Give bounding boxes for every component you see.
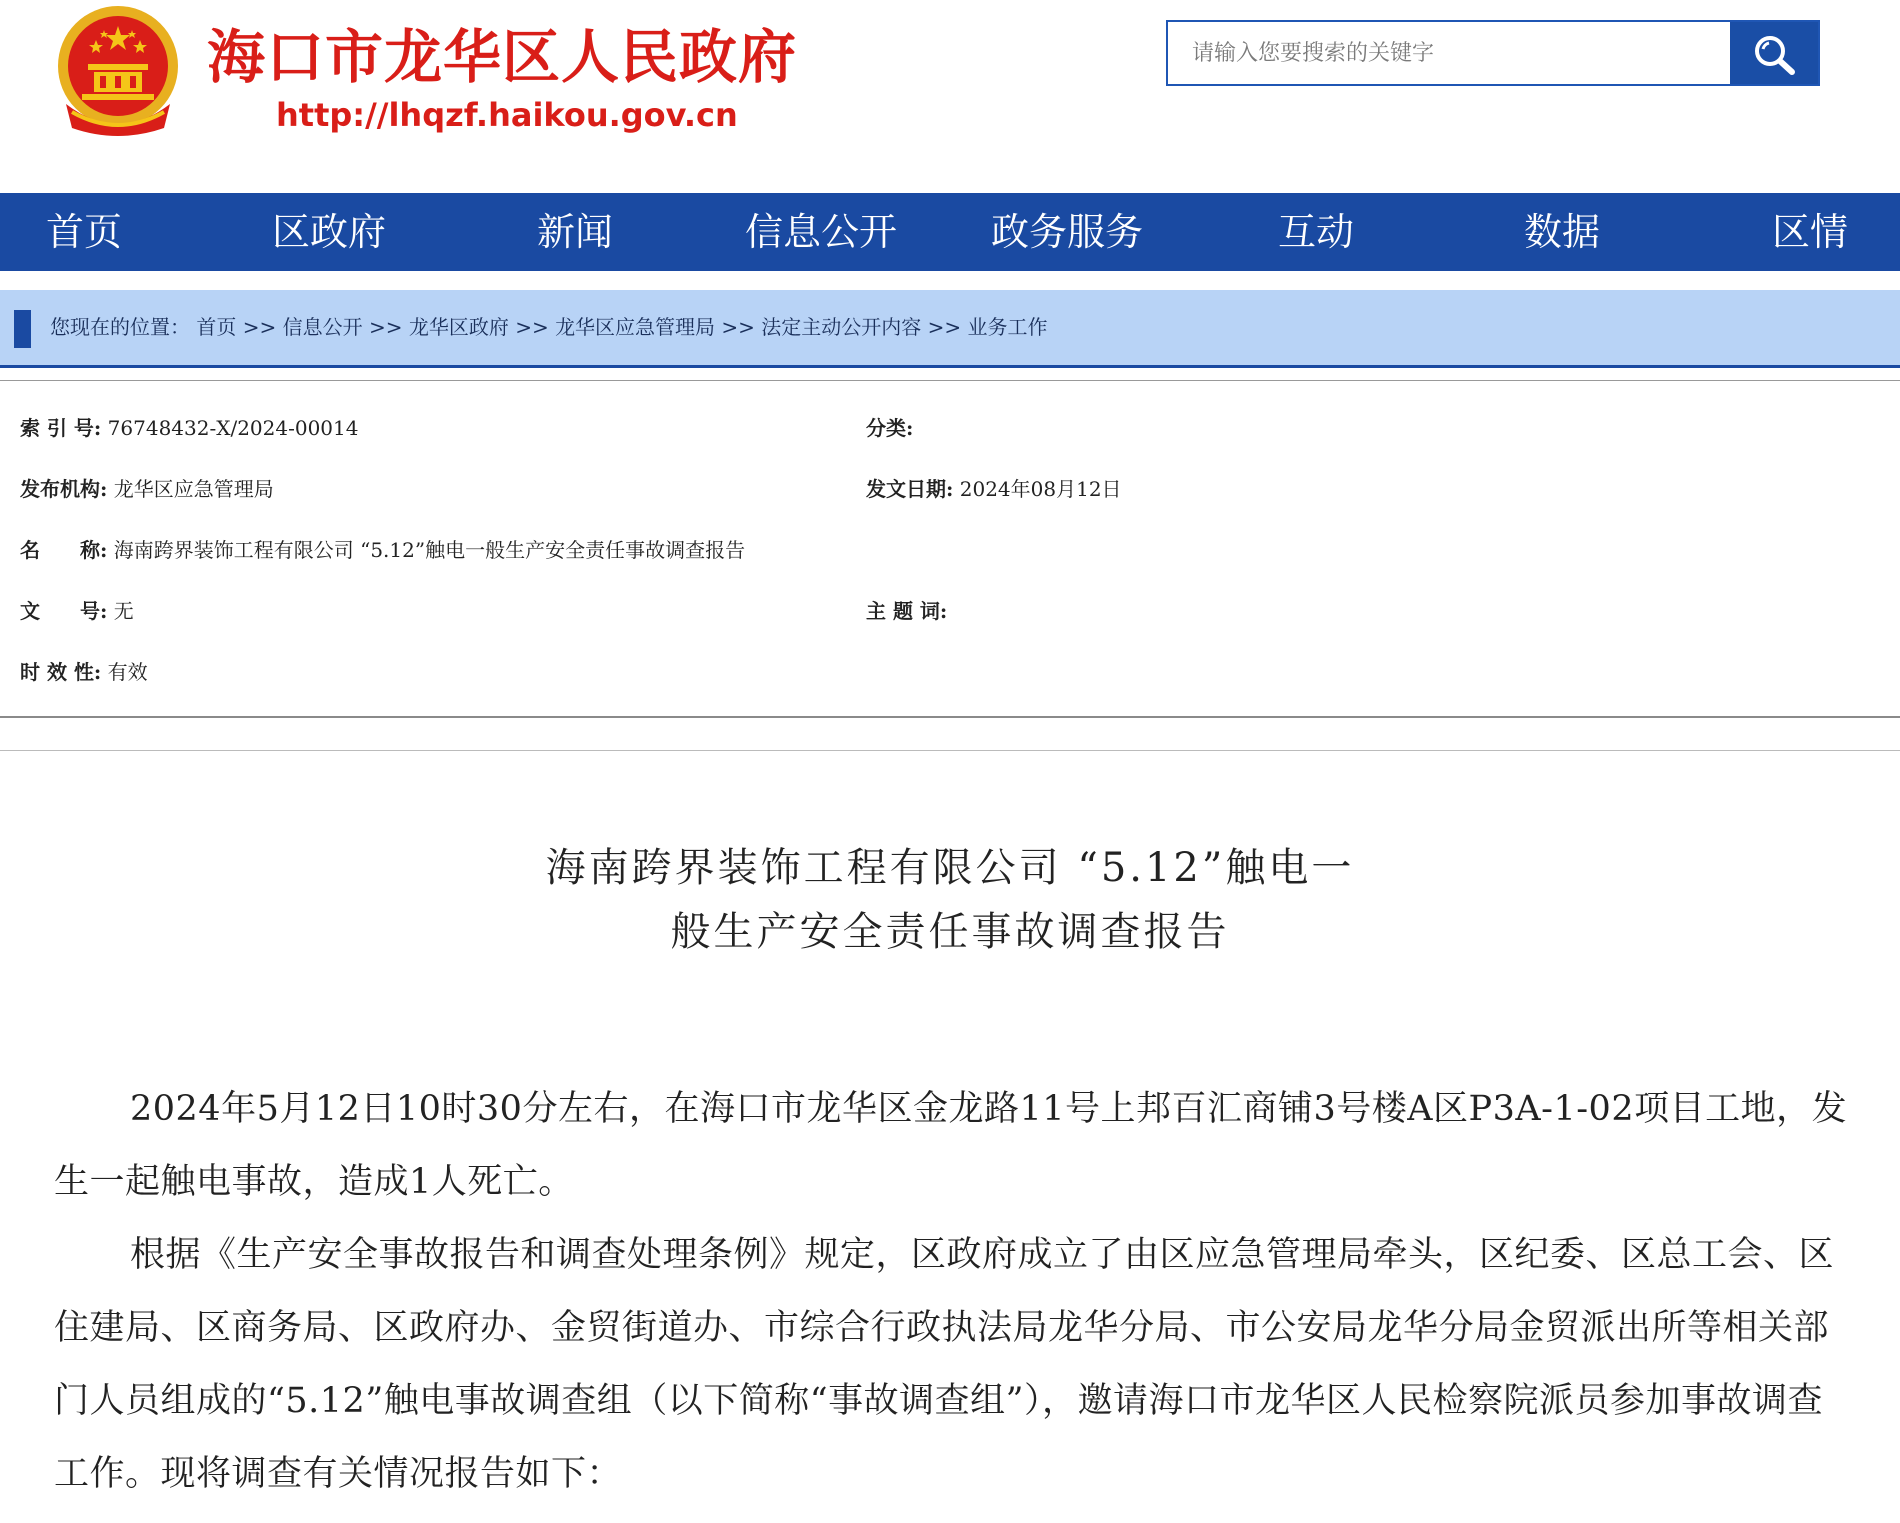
meta-name-label: 名 称: <box>20 538 108 562</box>
breadcrumb-item-business-work[interactable]: 业务工作 <box>967 315 1048 339</box>
meta-bottom-divider <box>0 716 1900 718</box>
article-paragraph-1: 2024年5月12日10时30分左右，在海口市龙华区金龙路11号上邦百汇商铺3号楼A区P3A-1-02项目工地，发生一起触电事故，造成1人死亡。 <box>54 1089 1848 1202</box>
meta-index-number <box>20 412 358 441</box>
breadcrumb-item-home[interactable]: 首页 <box>196 315 237 339</box>
breadcrumb-bar <box>0 290 1900 368</box>
meta-doc-number <box>20 595 134 624</box>
meta-publisher-value: 龙华区应急管理局 <box>113 477 274 501</box>
site-title: 海口市龙华区人民政府 <box>207 23 798 91</box>
breadcrumb-label: 您现在的位置： <box>50 315 190 339</box>
search-input[interactable] <box>1168 22 1730 84</box>
breadcrumb-item-district-government[interactable]: 龙华区政府 <box>408 315 509 339</box>
nav-item-interaction[interactable]: 互动 <box>1278 210 1355 254</box>
meta-category-label: 分类: <box>866 416 914 440</box>
nav-item-district-profile[interactable]: 区情 <box>1772 210 1849 254</box>
meta-subject-label: 主 题 词: <box>866 599 948 623</box>
meta-date-label: 发文日期: <box>866 477 954 501</box>
meta-publisher-label: 发布机构: <box>20 477 108 501</box>
meta-subject <box>866 595 947 624</box>
search-button[interactable] <box>1730 22 1818 84</box>
search-box <box>1166 20 1820 86</box>
breadcrumb-item-statutory-content[interactable]: 法定主动公开内容 <box>761 315 922 339</box>
breadcrumb-separator: >> <box>368 315 403 339</box>
breadcrumb-separator: >> <box>515 315 549 339</box>
article-paragraph-2: 根据《生产安全事故报告和调查处理条例》规定，区政府成立了由区应急管理局牵头，区纪委、区总工会、区住建局、区商务局、区政府办、金贸街道办、市综合行政执法局龙华分局、市公安局龙华分局金贸派出所等相关部门人员组成的“5.12”触电事故调查组（以下简称“事故调查组”），邀请海口市龙华区人民检察院派员参加事故调查工作。现将调查有关情况报告如下： <box>54 1235 1835 1494</box>
breadcrumb <box>50 290 1048 365</box>
meta-top-divider <box>0 380 1900 381</box>
meta-validity-label: 时 效 性: <box>20 660 102 684</box>
meta-index-value: 76748432-X/2024-00014 <box>107 416 359 440</box>
meta-date <box>866 473 1122 502</box>
meta-category <box>866 412 913 441</box>
meta-publisher <box>20 473 274 502</box>
article-title-line-2: 般生产安全责任事故调查报告 <box>670 909 1230 955</box>
main-nav <box>0 193 1900 271</box>
national-emblem-icon <box>52 4 184 140</box>
document-meta <box>0 400 1900 716</box>
meta-validity <box>20 656 148 685</box>
meta-name-value: 海南跨界装饰工程有限公司 “5.12”触电一般生产安全责任事故调查报告 <box>113 538 746 562</box>
nav-item-news[interactable]: 新闻 <box>537 210 614 254</box>
meta-validity-value: 有效 <box>107 660 148 684</box>
meta-doc-number-label: 文 号: <box>20 599 108 623</box>
breadcrumb-separator: >> <box>242 315 277 339</box>
site-url[interactable]: http://lhqzf.haikou.gov.cn <box>276 96 738 134</box>
breadcrumb-item-information-disclosure[interactable]: 信息公开 <box>282 315 363 339</box>
meta-name <box>20 534 745 563</box>
content-divider <box>0 750 1900 751</box>
meta-index-label: 索 引 号: <box>20 416 102 440</box>
nav-item-government-services[interactable]: 政务服务 <box>991 210 1144 254</box>
site-header <box>0 0 1900 193</box>
article-title-line-1: 海南跨界装饰工程有限公司 “5.12”触电一 <box>545 845 1355 891</box>
meta-doc-number-value: 无 <box>113 599 134 623</box>
breadcrumb-item-emergency-bureau[interactable]: 龙华区应急管理局 <box>555 315 716 339</box>
breadcrumb-marker <box>14 310 31 348</box>
nav-item-home[interactable]: 首页 <box>46 210 123 254</box>
search-icon <box>1752 33 1796 75</box>
breadcrumb-separator: >> <box>927 315 962 339</box>
article-title <box>0 836 1900 964</box>
nav-item-information-disclosure[interactable]: 信息公开 <box>745 210 898 254</box>
meta-date-value: 2024年08月12日 <box>959 477 1122 501</box>
nav-item-data[interactable]: 数据 <box>1524 210 1601 254</box>
breadcrumb-separator: >> <box>721 315 755 339</box>
nav-item-district-government[interactable]: 区政府 <box>272 210 387 254</box>
